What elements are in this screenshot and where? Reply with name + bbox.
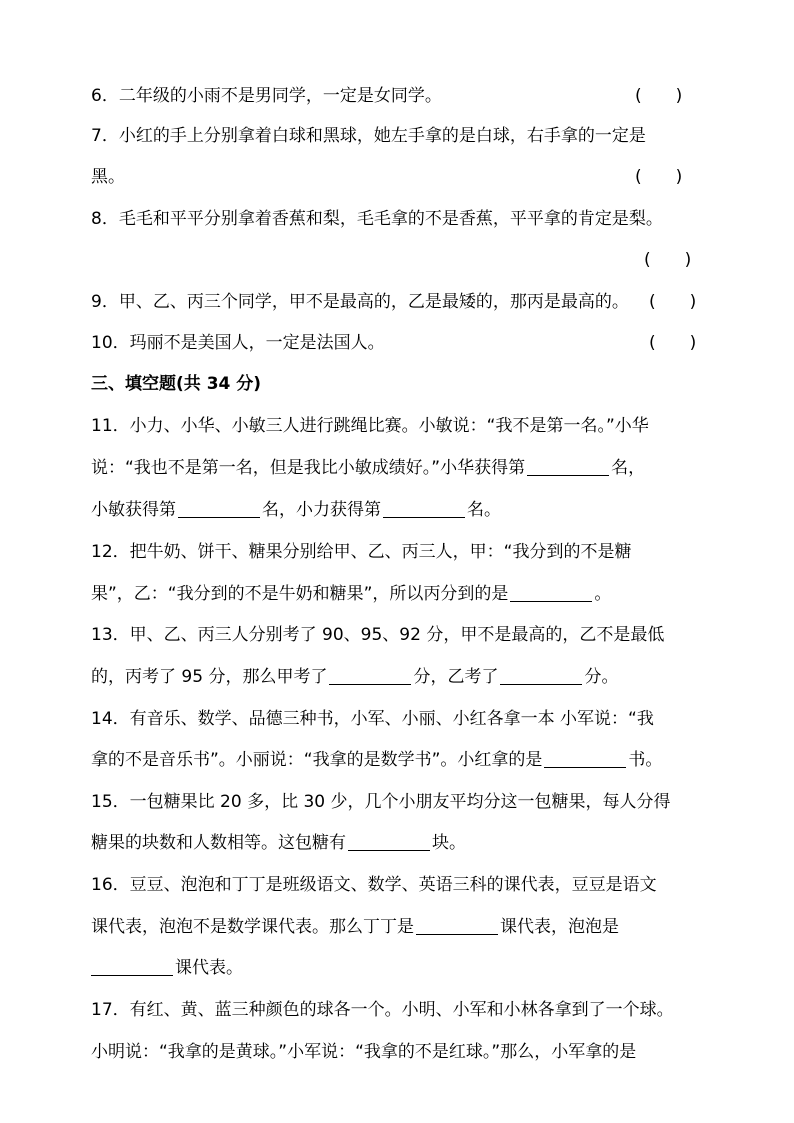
answer-parentheses[interactable]: ( ) [635,86,683,106]
question-number: 9 [91,292,102,312]
answer-blank[interactable] [178,497,260,518]
question-15-line-1: 15．一包糖果比 20 多，比 30 少，几个小朋友平均分这一包糖果，每人分得 [91,792,671,812]
question-text: 名， [611,458,646,478]
question-9 [91,287,705,317]
question-11-line-3 [91,495,705,525]
question-16-line-1: 16．豆豆、泡泡和丁丁是班级语文、数学、英语三科的课代表，豆豆是语文 [91,875,657,895]
answer-blank[interactable] [544,747,626,768]
question-text: ．小红的手上分别拿着白球和黑球，她左手拿的是白球，右手拿的一定是 [101,126,646,146]
question-text: 课代表，泡泡不是数学课代表。那么丁丁是 [91,917,414,937]
question-text: ．玛丽不是美国人，一定是法国人。 [112,333,385,353]
question-11-line-2 [91,453,705,483]
question-number: 8 [91,209,102,229]
question-13-line-1: 13．甲、乙、丙三人分别考了 90、95、92 分，甲不是最高的，乙不是最低 [91,625,665,645]
question-12-line-1: 12．把牛奶、饼干、糖果分别给甲、乙、丙三人，甲：“我分到的不是糖 [91,542,632,562]
answer-blank[interactable] [527,455,609,476]
question-7-line-1 [91,121,705,151]
question-text: 课代表。 [175,958,243,978]
answer-blank[interactable] [383,497,465,518]
section-heading: 三、填空题(共 34 分) [91,374,262,394]
answer-parentheses[interactable]: ( ) [635,167,683,187]
question-8-line-1 [91,204,705,234]
question-12-line-2 [91,579,705,609]
question-text: 说：“我也不是第一名，但是我比小敏成绩好。”小华获得第 [91,458,526,478]
answer-blank[interactable] [416,914,498,935]
answer-blank[interactable] [329,664,411,685]
answer-parentheses[interactable]: ( ) [649,292,697,312]
question-text: 黑。 [91,167,125,187]
question-16-line-3 [91,953,705,983]
answer-parentheses[interactable]: ( ) [649,333,697,353]
question-text: 分。 [584,667,619,687]
question-15-line-2 [91,828,705,858]
question-11-line-1: 11．小力、小华、小敏三人进行跳绳比赛。小敏说：“我不是第一名。”小华 [91,416,649,436]
question-text: 拿的不是音乐书”。小丽说：“我拿的是数学书”。小红拿的是 [91,750,543,770]
answer-blank[interactable] [348,830,430,851]
question-text: 小敏获得第 [91,500,176,520]
question-13-line-2 [91,662,705,692]
question-text: 。 [594,584,612,604]
question-text: 块。 [432,833,466,853]
question-14-line-2 [91,745,705,775]
question-text: ．毛毛和平平分别拿着香蕉和梨，毛毛拿的不是香蕉，平平拿的肯定是梨。 [101,209,663,229]
question-7-line-2 [91,162,705,192]
question-text: 分，乙考了 [413,667,499,687]
answer-blank[interactable] [91,955,173,976]
question-text: 书。 [628,750,663,770]
question-17-line-1: 17．有红、黄、蓝三种颜色的球各一个。小明、小军和小林各拿到了一个球。 [91,1000,674,1020]
question-text: 的，丙考了 95 分，那么甲考了 [91,667,328,687]
question-14-line-1: 14．有音乐、数学、品德三种书，小军、小丽、小红各拿一本 小军说：“我 [91,709,654,729]
question-6 [91,81,705,111]
question-10 [91,328,705,358]
answer-parentheses[interactable]: ( ) [644,250,692,270]
question-17-line-2: 小明说：“我拿的是黄球。”小军说：“我拿的不是红球。”那么，小军拿的是 [91,1042,637,1062]
question-text: 果”，乙：“我分到的不是牛奶和糖果”，所以丙分到的是 [91,584,509,604]
question-text: 名。 [467,500,501,520]
answer-blank[interactable] [500,664,582,685]
question-text: 名，小力获得第 [262,500,381,520]
question-text: 糖果的块数和人数相等。这包糖有 [91,833,346,853]
answer-blank[interactable] [510,581,592,602]
question-8-line-2 [91,245,705,275]
question-text: ．甲、乙、丙三个同学，甲不是最高的，乙是最矮的，那丙是最高的。 [101,292,629,312]
question-number: 10 [91,333,113,353]
question-16-line-2 [91,912,705,942]
question-text: ．二年级的小雨不是男同学，一定是女同学。 [101,86,442,106]
question-text: 课代表，泡泡是 [500,917,619,937]
question-number: 7 [91,126,102,146]
question-number: 6 [91,86,102,106]
